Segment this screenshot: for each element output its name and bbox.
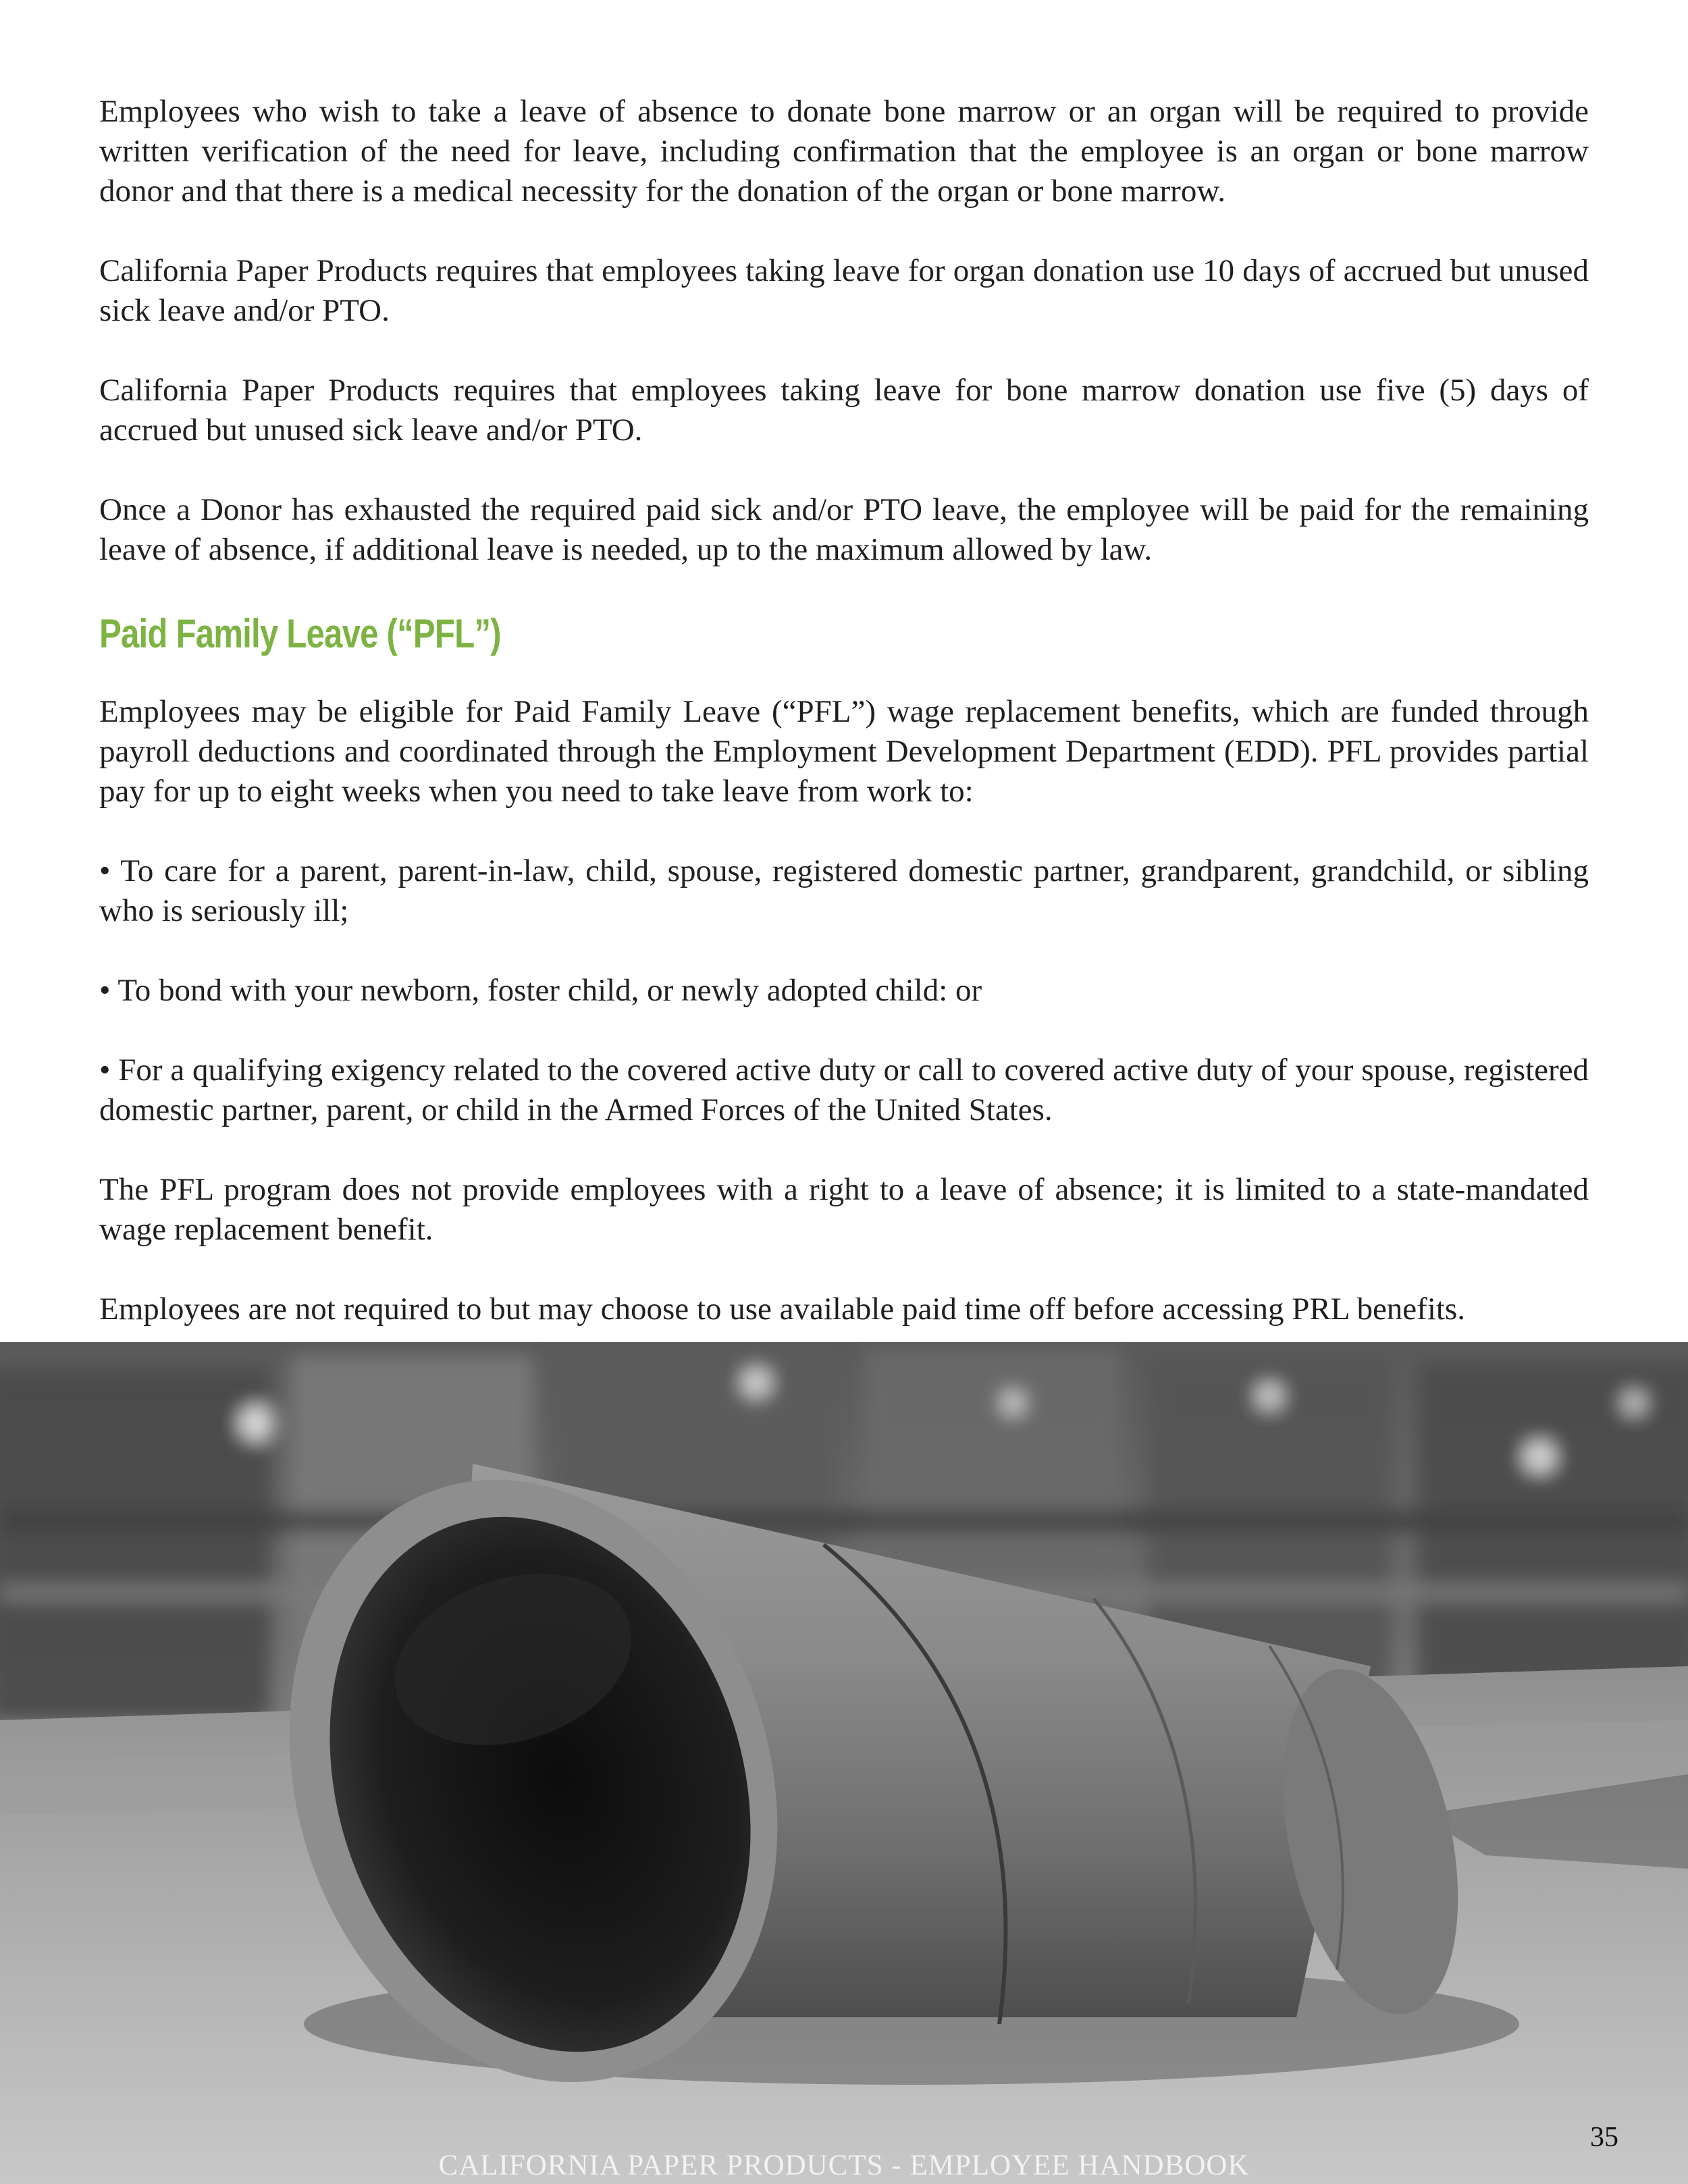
paragraph-donor-paid-leave: Once a Donor has exhausted the required paid sick and/or PTO leave, the employee will be paid for the remaining leave of absence, if additional leave is needed, up to the maximum allowed by law.: [99, 492, 1589, 567]
paragraph-pto-optional: Employees are not required to but may choose to use available paid time off before accessing PRL benefits.: [99, 1291, 1465, 1327]
bullet-item-care: • To care for a parent, parent-in-law, child, spouse, registered domestic partner, grandparent, grandchild, or sibling who is seriously ill;: [99, 853, 1589, 928]
paragraph-organ-donation: California Paper Products requires that employees taking leave for organ donation use 10 days of accrued but unused sick leave and/or PTO.: [99, 253, 1589, 328]
pfl-bullet-list: [99, 851, 1589, 1130]
cardboard-tube-photo: [0, 1342, 1688, 2184]
paragraph-pfl-program: The PFL program does not provide employees with a right to a leave of absence; it is limited to a state-mandated wage replacement benefit.: [99, 1172, 1589, 1247]
body-text: [99, 92, 1589, 1329]
page-number: 35: [1590, 2122, 1618, 2153]
paragraph-pfl-intro: Employees may be eligible for Paid Family Leave (“PFL”) wage replacement benefits, which are funded through payroll deductions and coordinated through the Employment Development Department (EDD). PFL provides partial pay for up to eight weeks when you need to take leave from work to:: [99, 694, 1589, 809]
cardboard-tube-illustration: [0, 1342, 1688, 2184]
footer-title: CALIFORNIA PAPER PRODUCTS - EMPLOYEE HANDBOOK: [438, 2150, 1250, 2181]
section-heading-pfl: Paid Family Leave (“PFL”): [99, 611, 501, 656]
paragraph-bone-marrow-donation: California Paper Products requires that employees taking leave for bone marrow donation use five (5) days of accrued but unused sick leave and/or PTO.: [99, 373, 1589, 448]
bullet-item-bond: • To bond with your newborn, foster child, or newly adopted child: or: [99, 973, 982, 1008]
paragraph-donor-verification: Employees who wish to take a leave of absence to donate bone marrow or an organ will be required to provide written verification of the need for leave, including confirmation that the employee is an organ or bone marrow donor and that there is a medical necessity for the donation of the organ or bone marrow.: [99, 94, 1589, 209]
bullet-item-exigency: • For a qualifying exigency related to the covered active duty or call to covered active duty of your spouse, registered domestic partner, parent, or child in the Armed Forces of the United States.: [99, 1053, 1589, 1127]
